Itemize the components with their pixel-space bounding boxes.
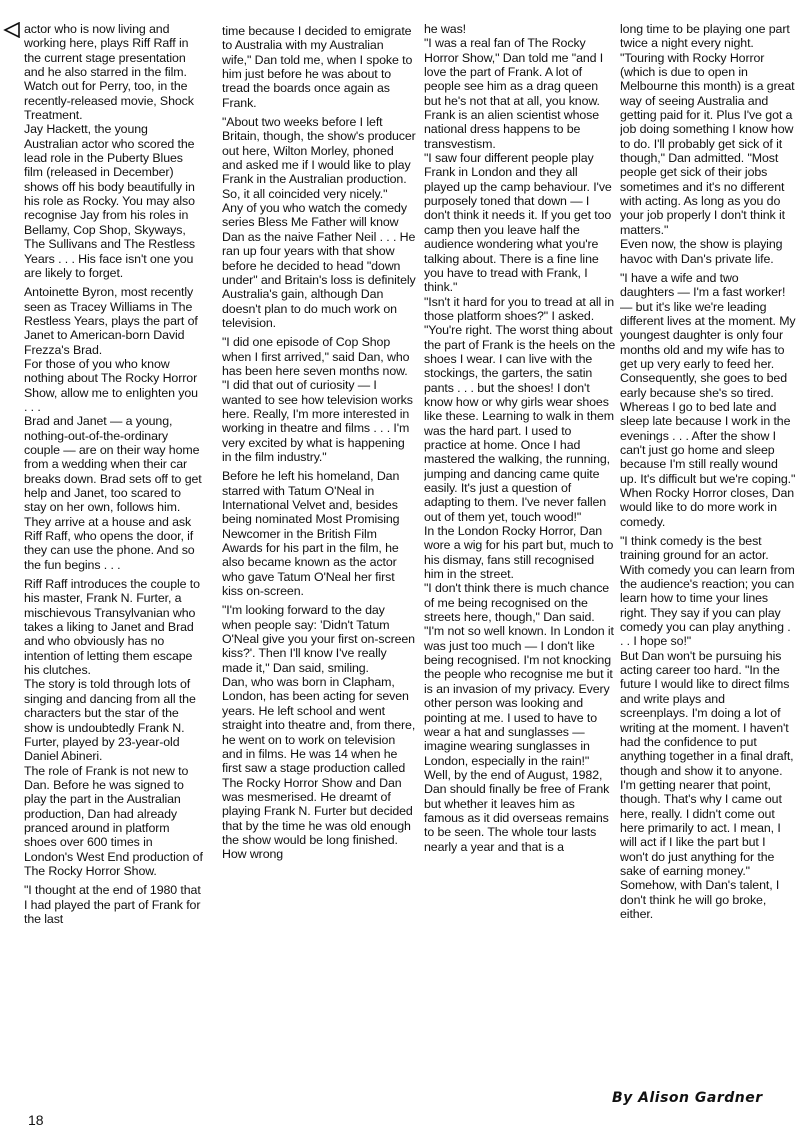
- paragraph: Any of you who watch the comedy series Bless Me Father will know Dan as the naive Father Neil . . . He ran up four years with that show before he decided to head "down under" and Britain's loss is definitely Australia's gain, although Dan doesn't plan to do much work on television.: [222, 201, 416, 330]
- paragraph: "You're right. The worst thing about the part of Frank is the heels on the shoes I wear. I can live with the stockings, the garters, the satin pants . . . but the shoes! I don't know how or why girls wear shoes like these. Learning to walk in them was the hard part. I used to practice at home. Once I had mastered the walking, the running, jumping and dancing came quite easily. It's just a question of adapting to them. I've never fallen out of them yet, touch wood!": [424, 323, 616, 524]
- article-column-2: [222, 24, 416, 1136]
- paragraph: "About two weeks before I left Britain, though, the show's producer out here, Wilton Morley, phoned and asked me if I would like to play Frank in the Australian production. So, it all coincided very nicely.": [222, 115, 416, 201]
- article-column-1: [24, 22, 204, 1134]
- paragraph: The role of Frank is not new to Dan. Before he was signed to play the part in the Australian production, Dan had already pranced around in platform shoes over 600 times in London's West End production of The Rocky Horror Show.: [24, 763, 203, 878]
- paragraph: "I have a wife and two daughters — I'm a fast worker! — but it's like we're leading different lives at the moment. My youngest daughter is only four months old and my wife has to get up very early to feed her. Consequently, she goes to bed early because she's so tired. Whereas I go to bed late and sleep late because I work in the evenings . . . After the show I can't just go home and sleep because I'm still really wound up. It's difficult but we're coping.": [620, 270, 796, 486]
- article-column-4: [620, 22, 796, 1134]
- paragraph: "Touring with Rocky Horror (which is due to open in Melbourne this month) is a great way of seeing Australia and getting paid for it. Plus I've got a job doing something I know how to do. I'll probably get sick of it though," Dan admitted. "Most people get sick of their jobs sometimes and it's no different with acting. As long as you do your job properly I don't think it matters.": [620, 50, 795, 237]
- paragraph: "I'm looking forward to the day when people say: 'Didn't Tatum O'Neal give you your first on-screen kiss?'. Then I'll know I've really made it," Dan said, smiling.: [222, 603, 415, 675]
- article-column-3: [424, 22, 616, 1134]
- paragraph: Antoinette Byron, most recently seen as Tracey Williams in The Restless Years, plays the part of Janet to American-born David Frezza's Brad.: [24, 285, 198, 357]
- paragraph: Riff Raff introduces the couple to his master, Frank N. Furter, a mischievous Transylvanian who takes a liking to Janet and Brad and who obviously has no intention of letting them escape his clutches.: [24, 577, 200, 678]
- paragraph: But Dan won't be pursuing his acting career too hard. "In the future I would like to direct films and write plays and screenplays. I'm doing a lot of writing at the moment. I haven't had the confidence to put anything together in a final draft, though and show it to anyone. I'm getting nearer that point, though. That's why I came out here, really. I didn't come out here primarily to act. I mean, I will act if I like the part but I won't do just anything for the sake of earning money." Somehow, with Dan's talent, I don't think he will go broke, either.: [620, 648, 794, 921]
- paragraph: "I did one episode of Cop Shop when I first arrived," said Dan, who has been here seven months now. "I did that out of curiosity — I wanted to see how television works here. Really, I'm more interested in working in theatre and films . . . I'm very excited by what is happening in the film industry.": [222, 335, 413, 464]
- paragraph: long time to be playing one part twice a night every night.: [620, 22, 790, 51]
- paragraph: Jay Hackett, the young Australian actor who scored the lead role in the Puberty Blues film (released in December) shows off his body beautifully in his role as Rocky. You may also recognise Jay from his roles in Bellamy, Cop Shop, Skyways, The Sullivans and The Restless Years . . . His face isn't one you are likely to forget.: [24, 122, 196, 280]
- paragraph: he was!: [424, 22, 467, 36]
- author-byline: By Alison Gardner: [612, 1090, 763, 1106]
- paragraph: time because I decided to emigrate to Australia with my Australian wife," Dan told me, when I spoke to him just before he was about to tread the boards once again as Frank.: [222, 24, 413, 110]
- paragraph: "I thought at the end of 1980 that I had played the part of Frank for the last: [24, 883, 201, 926]
- paragraph: actor who is now living and working here, plays Riff Raff in the current stage presentation and he also starred in the film. Watch out for Perry, too, in the recently-released movie, Shock Treatment.: [24, 22, 194, 123]
- paragraph: Before he left his homeland, Dan starred with Tatum O'Neal in International Velvet and, besides being nominated Most Promising Newcomer in the British Film Awards for his part in the film, he also became known as the actor who gave Tatum O'Neal her first kiss on-screen.: [222, 469, 400, 599]
- paragraph: In the London Rocky Horror, Dan wore a wig for his part but, much to his dismay, fans still recognised him in the street.: [424, 524, 614, 582]
- arrow-left-icon: [3, 22, 21, 38]
- page-number: 18: [28, 1112, 44, 1128]
- paragraph: "I think comedy is the best training ground for an actor. With comedy you can learn from the audience's reaction; you can learn how to time your lines right. They say if you can play comedy you can play anything . . . I hope so!": [620, 534, 795, 649]
- paragraph: Even now, the show is playing havoc with Dan's private life.: [620, 237, 783, 266]
- paragraph: Dan, who was born in Clapham, London, has been acting for seven years. He left school and went straight into theatre and, from there, he went on to work on television and in films. He was 14 when he first saw a stage production called The Rocky Horror Show and Dan was mesmerised. He dreamt of playing Frank N. Furter but decided that by the time he was old enough the show would be long finished. How wrong: [222, 675, 416, 862]
- paragraph: When Rocky Horror closes, Dan would like to do more work in comedy.: [620, 486, 795, 529]
- paragraph: "I was a real fan of The Rocky Horror Show," Dan told me "and I love the part of Frank. A lot of people see him as a drag queen but he's not that at all, you know. Frank is an alien scientist whose national dress happens to be transvestism.: [424, 36, 604, 151]
- paragraph: "I saw four different people play Frank in London and they all played up the camp behaviour. I've purposely toned that down — I don't think it needs it. If you get too camp then you leave half the audience wondering what you're talking about. There is a fine line you have to tread with Frank, I think.": [424, 151, 612, 295]
- paragraph: Brad and Janet — a young, nothing-out-of-the-ordinary couple — are on their way home from a wedding when their car breaks down. Brad sets off to get help and Janet, too scared to stay on her own, follows him. They arrive at a house and ask Riff Raff, who opens the door, if they can use the phone. And so the fun begins . . .: [24, 414, 202, 572]
- paragraph: "Isn't it hard for you to tread at all in those platform shoes?" I asked.: [424, 294, 615, 323]
- paragraph: "I don't think there is much chance of me being recognised on the streets here, though," Dan said. "I'm not so well known. In London it was just too much — I don't like being recognised. I'm not knocking the people who recognise me but it is an invasion of my privacy. Every other person was looking and pointing at me. I used to have to wear a hat and sunglasses — imagine wearing sunglasses in London, especially in the rain!": [424, 581, 614, 768]
- paragraph: Well, by the end of August, 1982, Dan should finally be free of Frank but whether it leaves him as famous as it did overseas remains to be seen. The whole tour lasts nearly a year and that is a: [424, 767, 610, 854]
- paragraph: For those of you who know nothing about The Rocky Horror Show, allow me to enlighten you . . .: [24, 356, 198, 414]
- paragraph: The story is told through lots of singing and dancing from all the characters but the star of the show is undoubtedly Frank N. Furter, played by 23-year-old Daniel Abineri.: [24, 677, 196, 764]
